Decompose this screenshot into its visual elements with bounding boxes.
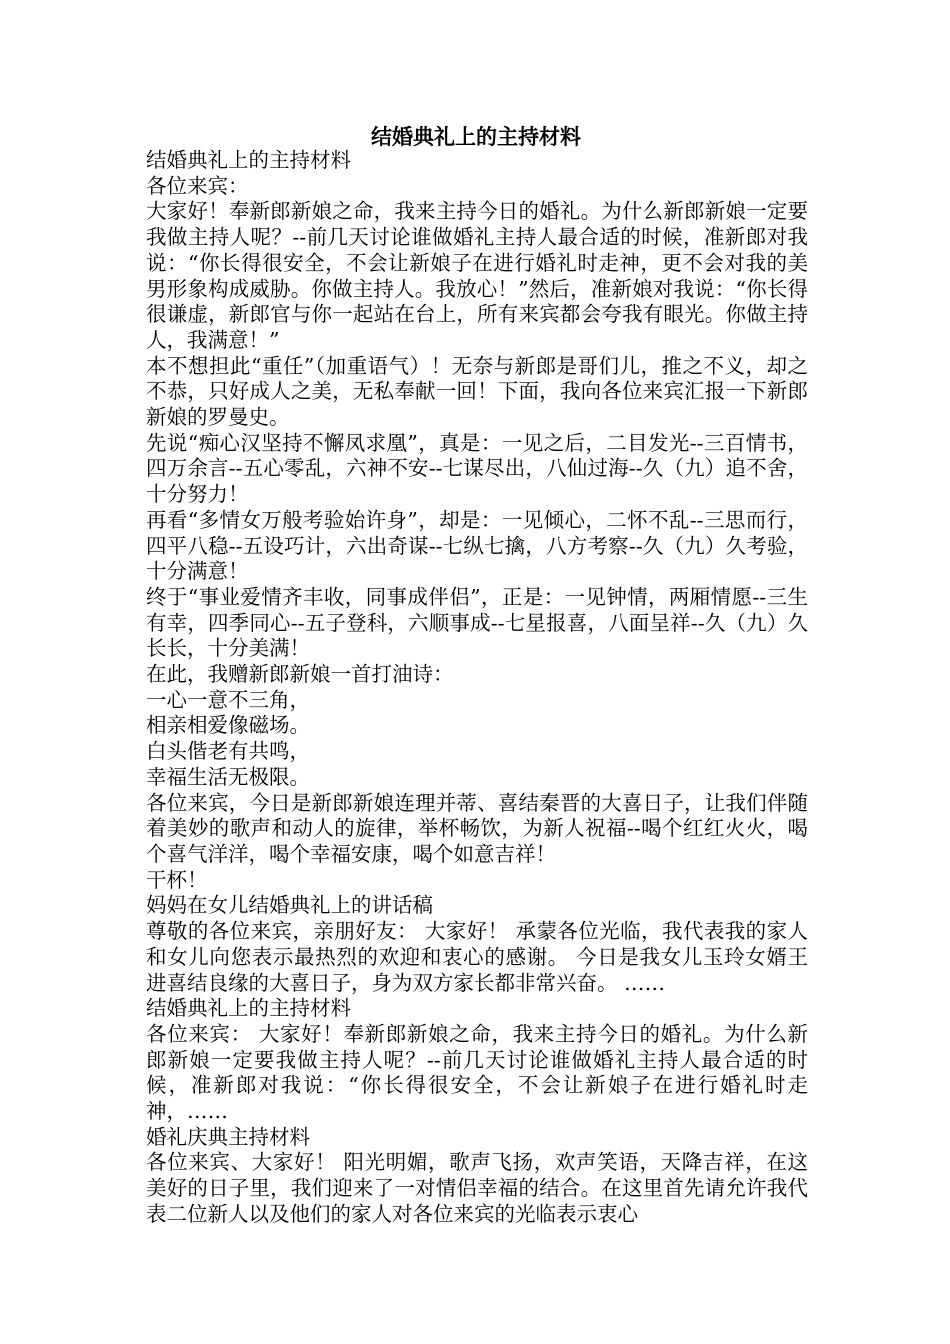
section-heading-host-material: 结婚典礼上的主持材料 [146,996,351,1021]
document-title: 结婚典礼上的主持材料 [371,124,581,149]
paragraph-cheers: 干杯！ [146,867,208,892]
paragraph-responsibility: 本不想担此“重任”（加重语气）！无奈与新郎是哥们儿，推之不义，却之不恭，只好成人之美，无私奉献一回！下面，我向各位来宾汇报一下新郎新娘的罗曼史。 [146,353,808,430]
paragraph-groom-story: 先说“痴心汉坚持不懈凤求凰”，真是：一见之后，二目发光--三百情书，四万余言--五心零乱，六神不安--七谋尽出，八仙过海--久（九）追不舍，十分努力！ [146,430,808,507]
paragraph-celebration: 各位来宾、大家好！ 阳光明媚，歌声飞扬，欢声笑语，天降吉祥，在这美好的日子里，我们迎来了一对情侣幸福的结合。在这里首先请允许我代表二位新人以及他们的家人对各位来宾的光临表示衷心 [146,1150,808,1226]
paragraph-host-material: 各位来宾： 大家好！奉新郎新娘之命，我来主持今日的婚礼。为什么新郎新娘一定要我做主持人呢？--前几天讨论谁做婚礼主持人最合适的时候，准新郎对我说：“你长得很安全，不会让新娘子在进行婚礼时走神，…… [146,1021,808,1124]
section-heading-mother-speech: 妈妈在女儿结婚典礼上的讲话稿 [146,893,433,918]
poem-line: 相亲相爱像磁场。 [146,713,310,738]
paragraph-salutation: 各位来宾： [146,173,249,198]
poem-line: 幸福生活无极限。 [146,764,310,789]
section-heading-celebration: 婚礼庆典主持材料 [146,1124,310,1149]
paragraph-heading: 结婚典礼上的主持材料 [146,148,351,172]
paragraph-bride-story: 再看“多情女万般考验始许身”，却是：一见倾心，二怀不乱--三思而行，四平八稳--五设巧计，六出奇谋--七纵七擒，八方考察--久（九）久考验，十分满意！ [146,507,808,584]
paragraph-harvest: 终于“事业爱情齐丰收，同事成伴侣”，正是：一见钟情，两厢情愿--三生有幸，四季同心--五子登科，六顺事成--七星报喜，八面呈祥--久（九）久长长，十分美满！ [146,584,808,661]
paragraph-poem-intro: 在此，我赠新郎新娘一首打油诗： [146,662,454,687]
paragraph-mother-speech: 尊敬的各位来宾，亲朋好友： 大家好！ 承蒙各位光临，我代表我的家人和女儿向您表示最热烈的欢迎和衷心的感谢。 今日是我女儿玉玲女婿王进喜结良缘的大喜日子，身为双方家长都非常兴奋。 …… [146,919,808,995]
paragraph-toast: 各位来宾，今日是新郎新娘连理并蒂、喜结秦晋的大喜日子，让我们伴随着美妙的歌声和动人的旋律，举杯畅饮，为新人祝福--喝个红红火火，喝个喜气洋洋，喝个幸福安康，喝个如意吉祥！ [146,790,808,866]
paragraph-opening: 大家好！奉新郎新娘之命，我来主持今日的婚礼。为什么新郎新娘一定要我做主持人呢？--前几天讨论谁做婚礼主持人最合适的时候，准新郎对我说：“你长得很安全，不会让新娘子在进行婚礼时走神，更不会对我的美男形象构成威胁。你做主持人。我放心！”然后，准新娘对我说：“你长得很谦虚，新郎官与你一起站在台上，所有来宾都会夸我有眼光。你做主持人，我满意！” [146,199,808,352]
poem-line: 一心一意不三角， [146,687,310,712]
poem-line: 白头偕老有共鸣， [146,739,310,764]
document-body [146,148,808,1228]
